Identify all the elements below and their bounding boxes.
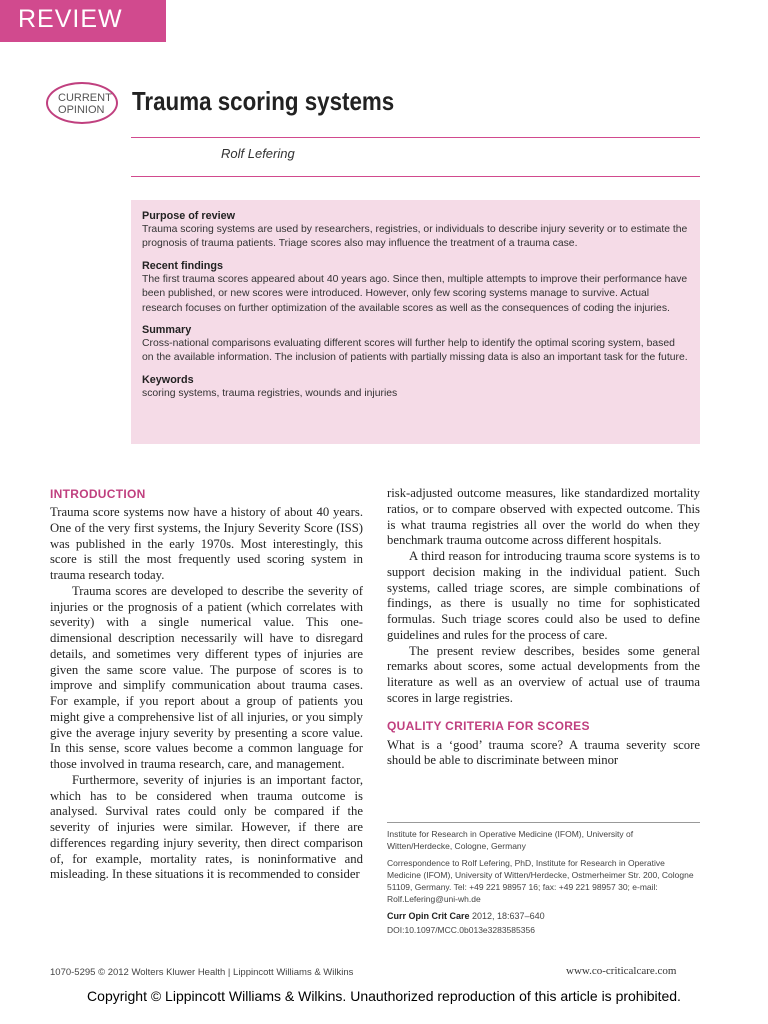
body-paragraph: The present review describes, besides some general remarks about scores, some actual developments from the literature as well as an overview of actual use of trauma scores in large registries. (387, 643, 700, 705)
author-name: Rolf Lefering (221, 146, 295, 161)
author-rule (131, 176, 700, 177)
section-tab: REVIEW (0, 0, 166, 42)
affiliation-block (387, 822, 700, 941)
abstract-heading: Summary (142, 324, 192, 337)
body-paragraph: Trauma score systems now have a history of about 40 years. One of the very first systems, the Injury Severity Score (ISS) was published in the early 1970s. Most interestingly, this score is still the most frequently used scoring system in trauma research today. (50, 505, 363, 582)
body-paragraph: What is a ‘good’ trauma score? A trauma severity score should be able to discriminate between minor (387, 737, 700, 768)
abstract-heading: Purpose of review (142, 210, 236, 222)
citation-line: Curr Opin Crit Care 2012, 18:637–640 (387, 911, 545, 921)
right-column (387, 486, 700, 769)
footer-issn: 1070-5295 © 2012 Wolters Kluwer Health | Lippincott Williams & Wilkins (50, 967, 354, 978)
article-title: Trauma scoring systems (132, 86, 395, 116)
title-rule (131, 137, 700, 138)
copyright-notice: Copyright © Lippincott Williams & Wilkins. Unauthorized reproduction of this article is prohibited. (87, 988, 681, 1004)
doi-text: DOI:10.1097/MCC.0b013e3283585356 (387, 925, 535, 935)
abstract-text: scoring systems, trauma registries, wounds and injuries (142, 387, 398, 399)
abstract-text: The first trauma scores appeared about 40 years ago. Since then, multiple attempts to improve their performance have been published, or new scores were introduced. However, only few scoring systems manage to survive. Actual research focuses on further optimization of the available scores as well as the consequences of coding the injuries. (142, 273, 688, 314)
footer-website-link[interactable]: www.co-criticalcare.com (566, 965, 677, 977)
body-paragraph: Furthermore, severity of injuries is an important factor, which has to be considered when trauma outcome is analysed. Survival rates could only be compared if the severity of injuries were similar. However, if there are differences regarding injury severity, then direct comparison of, for example, mortality rates, is noninformative and misleading. In these situations it is recommended to consider (50, 772, 363, 882)
institute-text: Institute for Research in Operative Medicine (IFOM), University of Witten/Herdecke, Cologne, Germany (387, 829, 634, 851)
abstract-heading: Recent findings (142, 259, 223, 272)
body-paragraph: A third reason for introducing trauma score systems is to support decision making in the individual patient. Such systems, called triage scores, are simple combinations of findings, as there is usually no time for sophisticated formulas. Such triage scores could also be used to define guidelines and rules for the process of care. (387, 549, 700, 642)
abstract-text: Cross-national comparisons evaluating different scores will further help to identify the optimal scoring system, based on the available information. The inclusion of patients with partially missing data is also an important task for the future. (142, 338, 688, 364)
left-column (50, 487, 363, 883)
body-paragraph: Trauma scores are developed to describe the severity of injuries or the prognosis of a patient (which correlates with severity) with a single numerical value. This one-dimensional description necessarily will have to disregard details, and sometimes very different types of injuries are given the same score value. The purpose of scores is to improve and simplify communication about trauma cases. For example, if you report about a group of patients you might give a comprehensive list of all injuries, or you simply give the average injury severity by presenting a score value. In this sense, score values become a common language for those involved in trauma research, care, and management. (50, 583, 363, 771)
abstract-heading: Keywords (142, 373, 194, 386)
abstract-text: Trauma scoring systems are used by researchers, registries, or individuals to describe injury severity or to estimate the prognosis of trauma patients. Triage scores also may influence the treatment of a trauma case. (142, 224, 688, 250)
abstract-box (131, 200, 700, 444)
section-heading: QUALITY CRITERIA FOR SCORES (387, 718, 590, 733)
section-heading: INTRODUCTION (50, 487, 146, 501)
body-paragraph: risk-adjusted outcome measures, like standardized mortality ratios, or to compare observed with expected outcome. This is what trauma registries all over the world do when they benchmark trauma outcome across different hospitals. (387, 486, 700, 548)
correspondence-text: Correspondence to Rolf Lefering, PhD, Institute for Research in Operative Medicine (IFOM), University of Witten/Herdecke, Ostmerheimer Str. 200, Cologne 51109, Germany. Tel: +49 221 98957 16; fax: +49 221 98957 30; e-mail: Rolf.Lefering@uni-wh.de (387, 858, 694, 904)
current-opinion-logo: CURRENT OPINION (46, 82, 118, 124)
